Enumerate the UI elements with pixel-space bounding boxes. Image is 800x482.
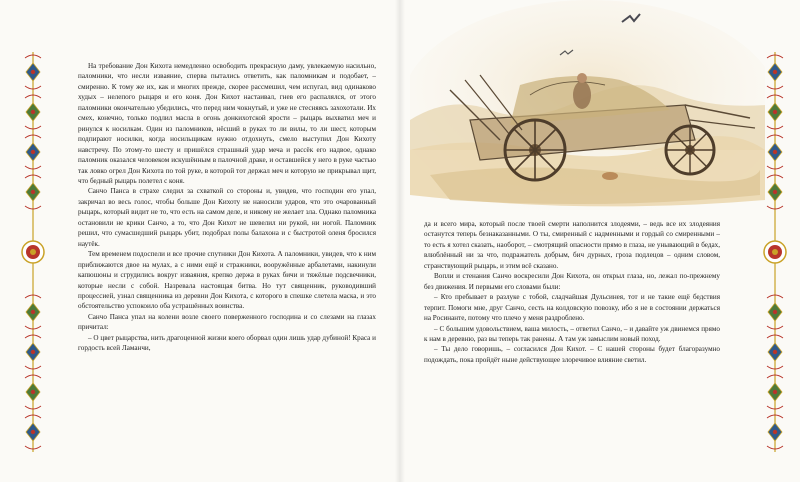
paragraph: Вопли и стенания Санчо воскресили Дон Кихота, он открыл глаза, но, лежал по-прежнему без движения. И первыми его словами были: [424, 272, 720, 291]
cart-wheel-right [666, 126, 714, 174]
paragraph: На требование Дон Кихота немедленно освободить прекрасную даму, увлекаемую насильно, паломники, что несли изваяние, сперва пытались ответить, как паломникам и подобает, – смиренно. К тому же их, как и многих прежде, скорее рассмешил, чем испугал, вид одинаково худых – нелепого рыцаря и его коня. Дон Кихот настаивал, гнев его распалялся, от этого паломники окончательно убедились, что перед ним чокнутый, и уже не стесняясь захохотали. Их смех, конечно, только подлил масла в огонь донкихотской ярости – рыцарь выхватил меч и ринулся к носилкам. Один из паломников, нёсший в руках то ли вилы, то ли шест, которым подпирают носилки, когда носильщикам нужно отдохнуть, смело выступил Дон Кихоту навстречу. По этому-то шесту и пришёлся страшный удар меча и рассёк его надвое, однако паломник оказался человеком искушённым в палочной драке, и оставшейся у него в руке частью так ловко огрел Дон Кихота по той руке, в которой тот держал меч и которую не прикрывал щит, что бедный рыцарь полетел с коня. [78, 62, 376, 185]
right-text-column [424, 219, 720, 365]
left-text-column [78, 61, 376, 354]
decorative-border-right [762, 52, 788, 452]
book-gutter [395, 0, 405, 482]
paragraph: – Кто пребывает в разлуке с тобой, сладчайшая Дульсинея, тот и не такие ещё бедствия терпит. Помоги мне, друг Санчо, сесть на колдовскую повозку, ибо я не в состоянии держаться на Росинанте, потому что плечо у меня раздроблено. [424, 293, 720, 323]
decorative-border-left [20, 52, 46, 452]
illustration-ox-cart [410, 0, 765, 210]
paragraph: – Ты дело говоришь, – согласился Дон Кихот. – С нашей стороны будет благоразумно подождать, пока пройдёт ныне действующее злоречивое влияние светил. [424, 345, 720, 364]
paragraph: Санчо Панса упал на колени возле своего поверженного господина и со слезами на глазах причитал: [78, 312, 376, 332]
cart-wheel-left [505, 120, 565, 180]
paragraph: – С большим удовольствием, ваша милость, – ответил Санчо, – и давайте уж двинемся прямо к нам в деревню, раз вы теперь так ранены. А там уж замыслим новый поход. [424, 324, 720, 343]
ornament-motif [22, 241, 44, 263]
paragraph: Тем временем подоспели и все прочие спутники Дон Кихота. А паломники, увидев, что к ним приближаются двое на мулах, а с ними ещё и стражники, вооружённые арбалетами, накинули капюшоны и сгрудились вокруг изваяния, крепко держа в руках бичи и тяжёлые подсвечники, которые несли с собой. Назревала настоящая битва. Но тут священник, руководивший процессией, узнал священника из деревни Дон Кихота, с которого в спешке слетела маска, и это обстоятельство успокоило оба устрашённых воинства. [78, 250, 376, 311]
paragraph: – О цвет рыцарства, нить драгоценной жизни коего оборвал один лишь удар дубиной! Краса и гордость всей Ламанчи, [78, 333, 376, 353]
paragraph: да и всего мира, который после твоей смерти наполнится злодеями, – ведь все их злодеяния останутся теперь безнаказанными. О ты, смиренный с надменными и гордый со смиренными – то есть я хотел сказать, наоборот, – смотрящий опасности прямо в глаза, не унывающий в бедах, влюблённый ни за что, подражатель добрым, бич дурных, гроза подлецов – одним словом, странствующий рыцарь, и этим всё сказано. [424, 220, 720, 270]
ornament-motif [764, 241, 786, 263]
paragraph: Санчо Панса в страхе следил за схваткой со стороны и, увидев, что господин его упал, закричал во весь голос, чтобы больше Дон Кихоту не наносили ударов, что это очарованный рыцарь, который видит не то, что есть на самом деле, и никому не желает зла. Однако паломника остановили не крики Санчо, а то, что Дон Кихот не шевелил ни рукой, ни ногой. Паломник решил, что сумасшедший рыцарь убит, подобрал полы балахона и с быстротой оленя бросился наутёк. [78, 187, 376, 248]
